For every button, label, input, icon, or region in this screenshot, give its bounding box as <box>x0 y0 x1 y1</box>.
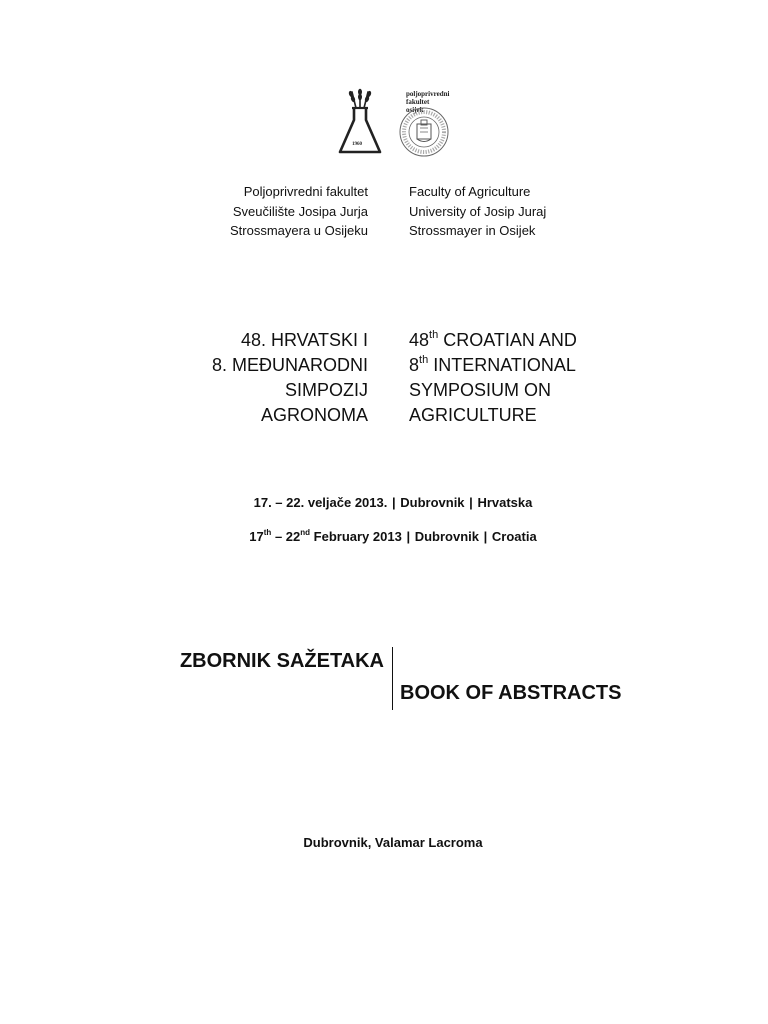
title-divider <box>392 647 393 710</box>
book-title-croatian: ZBORNIK SAŽETAKA <box>179 650 384 672</box>
symposium-hr-line: AGRONOMA <box>260 405 368 425</box>
book-title-english: BOOK OF ABSTRACTS <box>400 682 622 704</box>
ordinal-suffix: th <box>419 354 429 366</box>
institution-en-line: University of Josip Juraj <box>409 203 547 219</box>
symposium-hr-line: SIMPOZIJ <box>284 380 368 400</box>
flask-wheat-icon <box>336 86 400 158</box>
city: Dubrovnik <box>400 495 465 510</box>
country: Hrvatska <box>477 495 533 510</box>
symposium-en-line-4: AGRICULTURE <box>409 405 537 425</box>
separator: | <box>391 495 396 510</box>
logo-line-1: poljoprivredni <box>406 90 450 98</box>
logo-line-3: osijek <box>406 106 424 114</box>
date-month-year: February 2013 <box>310 529 402 544</box>
symposium-title-english <box>409 328 577 428</box>
country: Croatia <box>491 529 537 544</box>
event-date-english <box>0 529 768 544</box>
date-text: 17. – 22. veljače 2013. <box>253 495 388 510</box>
institution-en-line: Strossmayer in Osijek <box>409 223 536 238</box>
ordinal-suffix: th <box>429 329 439 341</box>
institution-english <box>409 182 546 241</box>
event-date-croatian <box>0 495 768 510</box>
institution-en-line: Faculty of Agriculture <box>409 184 531 199</box>
symposium-en-line-1 <box>409 328 577 353</box>
ordinal-number: 8 <box>409 355 420 375</box>
date-end-suffix: nd <box>300 528 311 537</box>
logo-line-2: fakultet <box>406 98 430 106</box>
institution-hr-line: Strossmayera u Osijeku <box>230 223 368 238</box>
university-seal-icon <box>398 106 450 158</box>
date-dash: – <box>271 529 286 544</box>
line-text: CROATIAN AND <box>438 330 577 350</box>
separator: | <box>469 495 473 510</box>
institution-croatian <box>230 182 368 241</box>
separator: | <box>483 529 488 544</box>
date-start-suffix: th <box>263 528 272 537</box>
venue: Dubrovnik, Valamar Lacroma <box>303 835 483 850</box>
ordinal-number: 48 <box>409 330 430 350</box>
city: Dubrovnik <box>414 529 480 544</box>
separator: | <box>406 529 411 544</box>
date-start: 17 <box>249 529 264 544</box>
institution-hr-line: Poljoprivredni fakultet <box>243 184 368 199</box>
symposium-title-croatian <box>212 328 368 428</box>
logo-year: 1960 <box>352 142 362 147</box>
date-end: 22 <box>285 529 301 544</box>
symposium-hr-line: 8. MEĐUNARODNI <box>211 355 368 375</box>
line-text: INTERNATIONAL <box>428 355 576 375</box>
symposium-en-line-3: SYMPOSIUM ON <box>409 380 552 400</box>
symposium-hr-line: 48. HRVATSKI I <box>240 330 368 350</box>
faculty-logo <box>336 86 456 158</box>
institution-hr-line: Sveučilište Josipa Jurja <box>232 203 368 219</box>
symposium-en-line-2 <box>409 353 577 378</box>
